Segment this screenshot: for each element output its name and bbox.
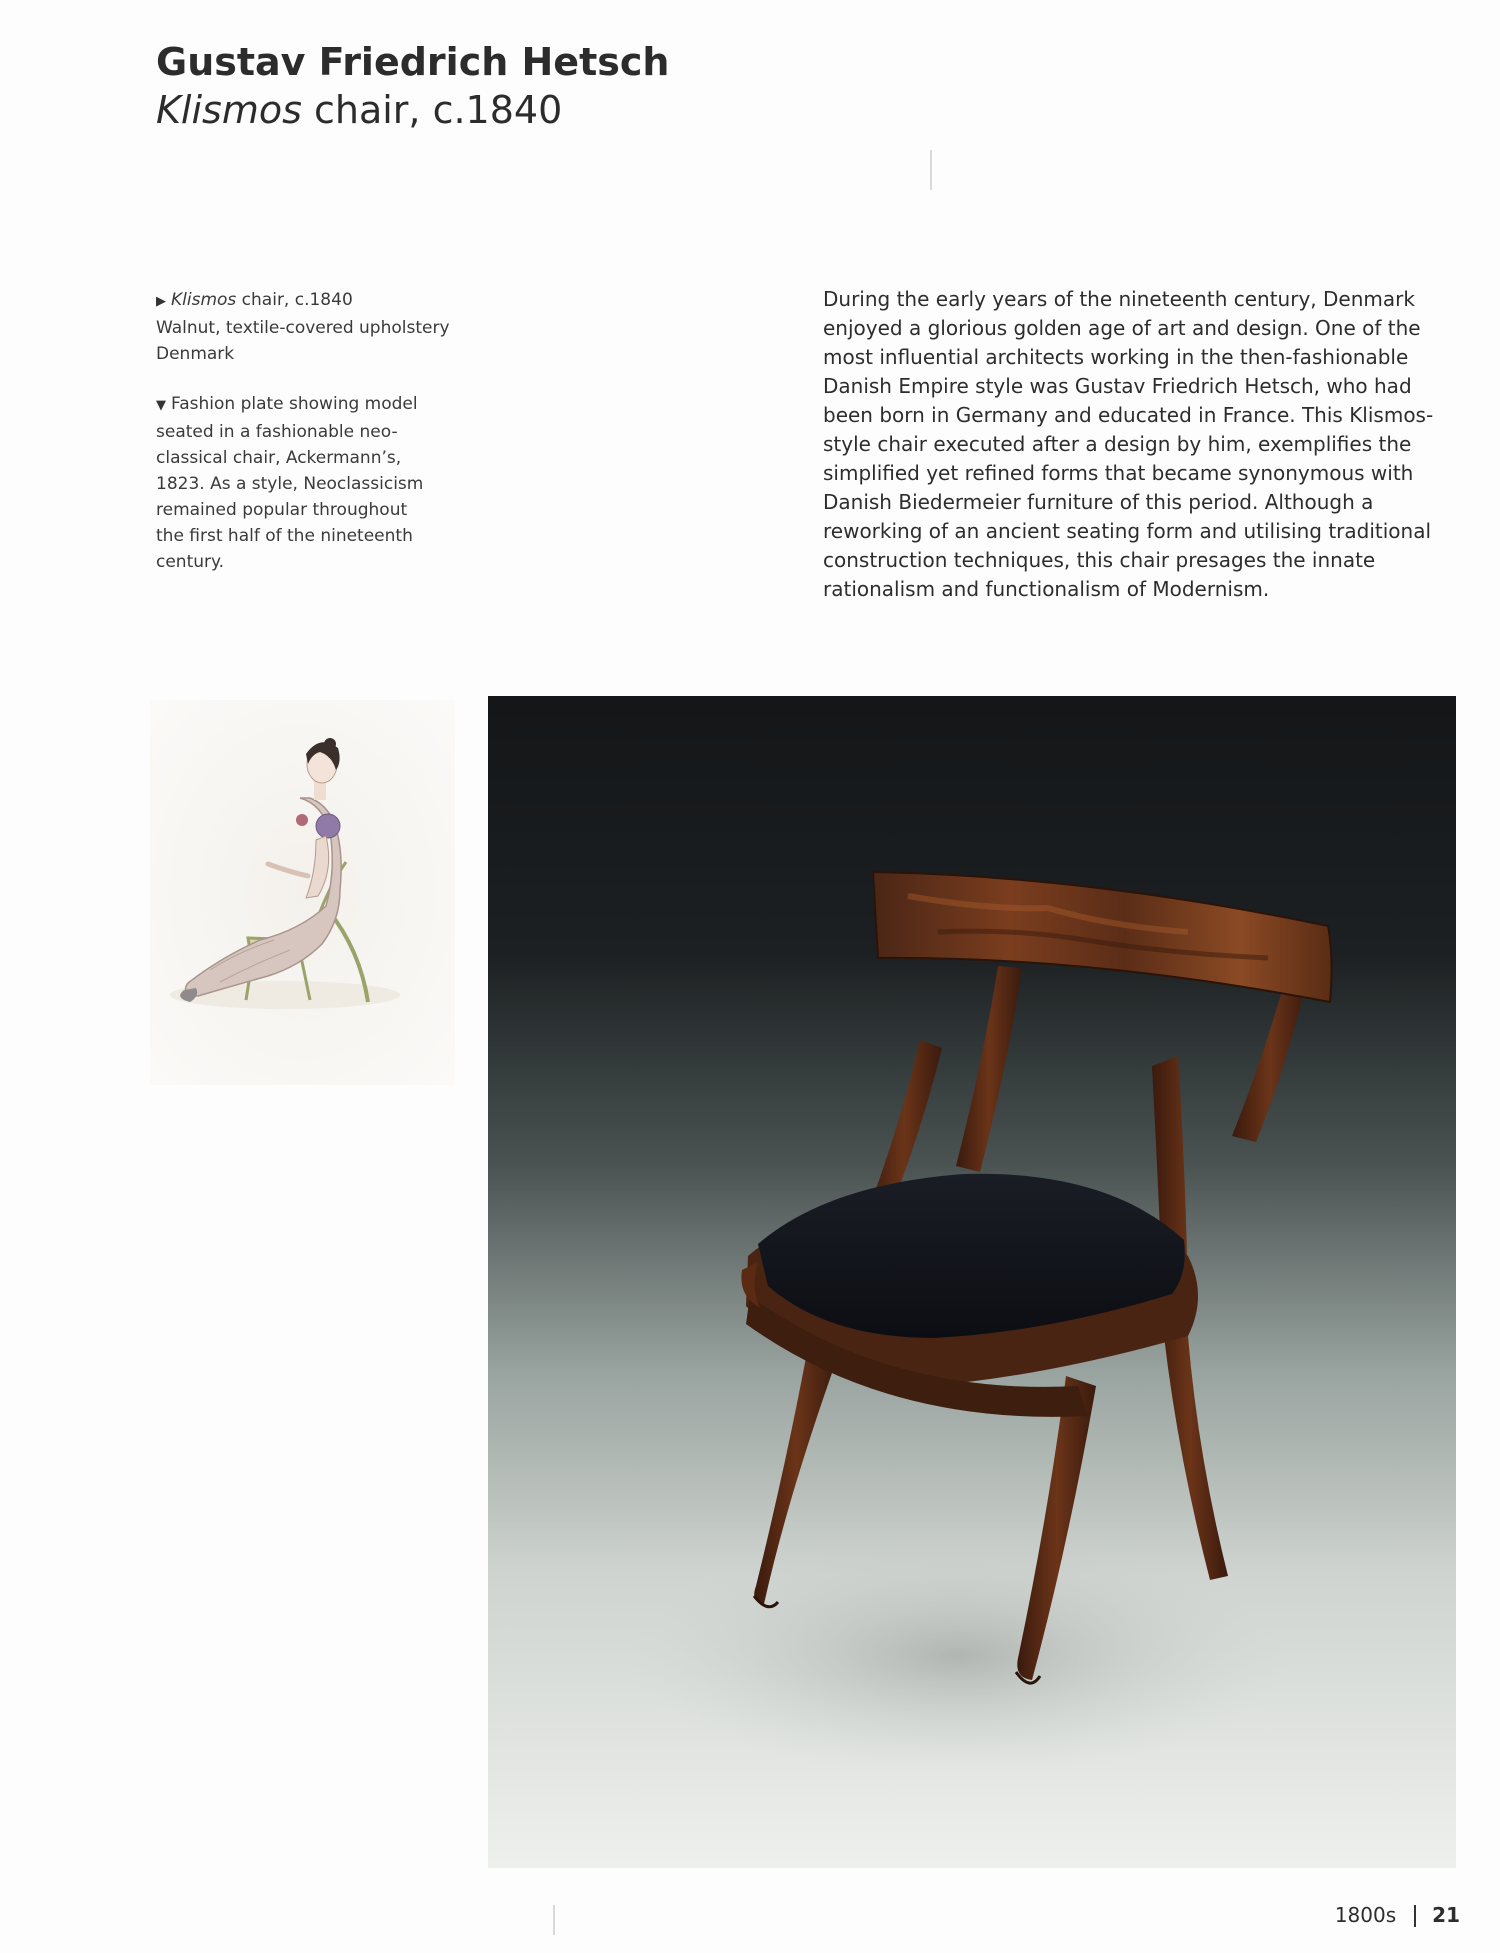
body-line: enjoyed a glorious golden age of art and design. One of the	[823, 316, 1421, 340]
chair-caption-line-2: Walnut, textile-covered upholstery	[156, 318, 450, 338]
body-line: Danish Empire style was Gustav Friedrich Hetsch, who had	[823, 374, 1412, 398]
body-line: simplified yet refined forms that became synonymous with	[823, 461, 1414, 485]
page-footer	[1335, 1903, 1460, 1928]
scan-mark	[930, 150, 932, 190]
plate-caption-line: seated in a fashionable neo-	[156, 422, 398, 442]
body-line: construction techniques, this chair presages the innate	[823, 548, 1376, 572]
body-line: most influential architects working in the then-fashionable	[823, 345, 1409, 369]
section-label: 1800s	[1334, 1902, 1397, 1927]
fashion-plate-image	[150, 700, 455, 1085]
object-title-rest: chair, c.1840	[301, 88, 563, 132]
body-text	[823, 285, 1443, 604]
triangle-right-icon: ▶	[156, 294, 166, 309]
chair-photo-drawing	[488, 696, 1456, 1868]
body-line: Danish Biedermeier furniture of this period. Although a	[823, 490, 1374, 514]
designer-name: Gustav Friedrich Hetsch	[156, 40, 670, 84]
chair-caption-line-3: Denmark	[156, 344, 235, 364]
fashion-plate-drawing	[150, 700, 455, 1085]
plate-caption-line	[156, 391, 456, 419]
plate-caption-line: remained popular throughout	[156, 500, 408, 520]
captions	[156, 287, 456, 599]
chair-caption	[156, 287, 456, 367]
body-line: rationalism and functionalism of Modernism.	[823, 577, 1270, 601]
klismos-chair-photo	[488, 696, 1456, 1868]
body-line: During the early years of the nineteenth century, Denmark	[823, 287, 1415, 311]
page-header	[156, 38, 1056, 134]
footer-divider	[1414, 1905, 1416, 1927]
body-line: style chair executed after a design by him, exemplifies the	[823, 432, 1412, 456]
object-title-italic: Klismos	[156, 88, 302, 132]
page-number: 21	[1432, 1902, 1460, 1927]
chair-caption-line-1	[156, 287, 456, 315]
plate-caption-text: Fashion plate showing model	[171, 394, 418, 414]
chair-caption-italic: Klismos	[171, 290, 237, 310]
triangle-down-icon: ▼	[156, 398, 166, 413]
plate-caption-line: the first half of the nineteenth	[156, 526, 413, 546]
chair-caption-rest: chair, c.1840	[236, 290, 353, 310]
object-title	[156, 86, 1056, 134]
body-line: been born in Germany and educated in France. This Klismos-	[823, 403, 1434, 427]
plate-caption-line: 1823. As a style, Neoclassicism	[156, 474, 424, 494]
plate-caption	[156, 391, 456, 575]
plate-caption-line: century.	[156, 552, 225, 572]
scan-mark	[553, 1905, 555, 1935]
body-line: reworking of an ancient seating form and utilising traditional	[823, 519, 1432, 543]
plate-caption-line: classical chair, Ackermann’s,	[156, 448, 402, 468]
